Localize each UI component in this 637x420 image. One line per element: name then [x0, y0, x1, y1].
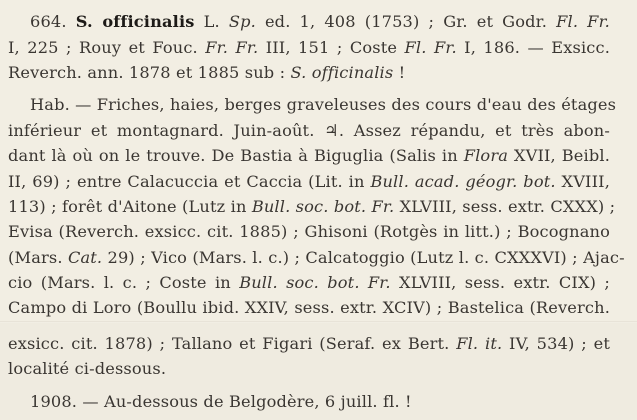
habitat-line-11 [8, 359, 166, 379]
italic-citation: Bull. soc. bot. Fr. [239, 273, 391, 292]
entry-text [195, 12, 610, 31]
italic-citation: S. officinalis [290, 63, 394, 82]
entry-line-1 [30, 12, 610, 32]
habitat-line-1 [30, 95, 617, 115]
italic-citation: Fl. Fr. [556, 12, 610, 31]
entry-number: 664. [30, 12, 67, 31]
habitat-line-5 [8, 197, 616, 217]
habitat-line-9 [8, 298, 610, 318]
text-segment: XLVIII, sess. extr. CXXX) ; [394, 197, 616, 216]
text-segment: dant là où on le trouve. De Bastia à Biguglia (Salis in [8, 146, 464, 165]
text-segment: inférieur et montagnard. Juin-août. ♃. Assez répandu, et très abon- [8, 121, 610, 140]
habitat-line-6 [8, 222, 610, 242]
text-segment: Evisa (Reverch. exsicc. cit. 1885) ; Ghisoni (Rotgès in litt.) ; Bocognano [8, 222, 610, 241]
text-segment: cio (Mars. l. c. ; Coste in [8, 273, 240, 292]
observation-line: 1908. — Au-dessous de Belgodère, 6 juill. fl. ! [30, 392, 412, 411]
text-segment: Hab. — Friches, haies, berges graveleuses des cours d'eau des étages [30, 95, 617, 114]
italic-citation: Sp. [228, 12, 256, 31]
italic-citation: Flora [463, 146, 509, 165]
text-segment: ! [393, 63, 406, 82]
text-segment: L. [194, 12, 229, 31]
text-segment: II, 69) ; entre Calacuccia et Caccia (Lit. in [8, 172, 371, 191]
text-segment: III, 151 ; Coste [258, 38, 405, 57]
entry-line-2 [8, 38, 610, 58]
italic-citation: Cat. [67, 248, 103, 267]
italic-citation: Bull. acad. géogr. bot. [370, 172, 556, 191]
text-segment: XVII, Beibl. [508, 146, 610, 165]
text-segment: ed. 1, 408 (1753) ; Gr. et Godr. [255, 12, 557, 31]
habitat-line-4 [8, 172, 610, 192]
page-fold-line [0, 321, 637, 323]
habitat-line-2 [8, 121, 610, 141]
text-segment: exsicc. cit. 1878) ; Tallano et Figari (Seraf. ex Bert. [8, 334, 457, 353]
habitat-line-8 [8, 273, 610, 293]
text-segment: XVIII, [555, 172, 610, 191]
text-segment: I, 186. — Exsicc. [456, 38, 611, 57]
italic-citation: Bull. soc. bot. Fr. [251, 197, 395, 216]
text-segment: IV, 534) ; et [502, 334, 611, 353]
italic-citation: Fl. Fr. [404, 38, 457, 57]
habitat-line-3 [8, 146, 610, 166]
text-segment: Reverch. ann. 1878 et 1885 sub : [8, 63, 291, 82]
text-segment: 29) ; Vico (Mars. l. c.) ; Calcatoggio (Lutz l. c. CXXXVI) ; Ajac- [102, 248, 625, 267]
habitat-line-10 [8, 334, 610, 354]
text-segment: 113) ; forêt d'Aitone (Lutz in [8, 197, 252, 216]
italic-citation: Fl. it. [456, 334, 503, 353]
habitat-line-7 [8, 248, 625, 268]
text-segment: Campo di Loro (Boullu ibid. XXIV, sess. extr. XCIV) ; Bastelica (Reverch. [8, 298, 610, 317]
text-segment: localité ci-dessous. [8, 359, 167, 378]
text-segment: I, 225 ; Rouy et Fouc. [8, 38, 206, 57]
text-segment: XLVIII, sess. extr. CIX) ; [390, 273, 610, 292]
italic-citation: Fr. Fr. [205, 38, 259, 57]
entry-line-3 [8, 63, 405, 83]
text-segment: (Mars. [8, 248, 68, 267]
species-name: S. officinalis [75, 12, 195, 31]
